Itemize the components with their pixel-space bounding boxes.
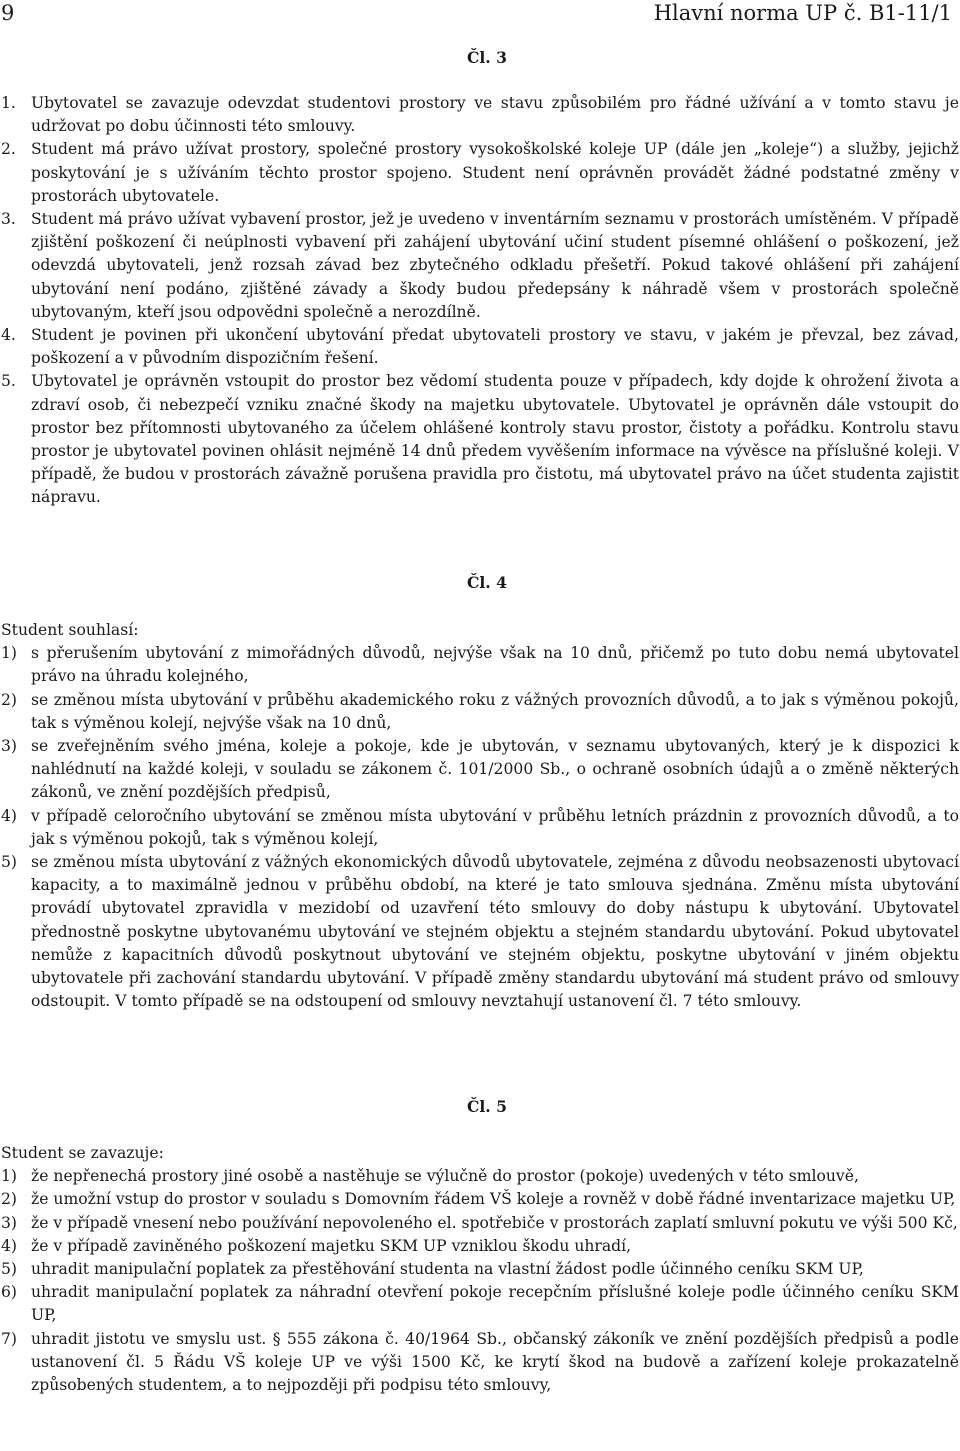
article-4-item-3: [1, 735, 959, 805]
article-5-item-1: [1, 1165, 959, 1188]
article-3-body: [1, 92, 959, 510]
item-text: Student má právo užívat vybavení prostor, jež je uvedeno v inventárním seznamu v prostorách umístěném. V případě zjištění poškození či neúplnosti vybavení při zahájení ubytování učiní student písemné ohlášení o poškození, jež odevzdá ubytovateli, jenž rozsah závad bez zbytečného odkladu přešetří. Pokud takové ohlášení při zahájení ubytování není podáno, zjištěné závady a škody budou předepsány k náhradě všem v prostorách společně ubytovaným, kteří jsou odpovědni společně a nerozdílně.: [31, 210, 959, 321]
article-3-item-5: [1, 370, 959, 509]
page-header: [0, 0, 960, 26]
item-number: 5): [1, 853, 18, 872]
article-5-item-2: [1, 1188, 959, 1211]
item-text: se zveřejněním svého jména, koleje a pokoje, kde je ubytován, v seznamu ubytovaných, který je k dispozici k nahlédnutí na každé koleji, v souladu se zákonem č. 101/2000 Sb., o ochraně osobních údajů a o změně některých zákonů, ve znění pozdějších předpisů,: [31, 737, 959, 802]
article-5-item-3: [1, 1212, 959, 1235]
item-text: se změnou místa ubytování z vážných ekonomických důvodů ubytovatele, zejména z důvodu neobsazenosti ubytovací kapacity, a to maximálně jednou v průběhu období, na které je tato smlouva sjednána. Změnu místa ubytování provádí ubytovatel zpravidla v mezidobí od uzavření této smlouvy do doby nástupu k ubytování. Ubytovatel přednostně poskytne ubytovanému ubytování ve stejném objektu a stejném standardu ubytování. Pokud ubytovatel nemůže z kapacitních důvodů poskytnout ubytování ve stejném objektu, poskytne ubytování v jiném objektu ubytovatele při zachování standardu ubytování. V případě změny standardu ubytování má student právo od smlouvy odstoupit. V tomto případě se na odstoupení od smlouvy nevztahují ustanovení čl. 7 této smlouvy.: [31, 853, 959, 1011]
item-text: uhradit manipulační poplatek za náhradní otevření pokoje recepčním příslušné koleje podle účinného ceníku SKM UP,: [31, 1283, 959, 1325]
article-4-item-4: [1, 805, 959, 851]
item-text: se změnou místa ubytování v průběhu akademického roku z vážných provozních důvodů, a to jak s výměnou pokojů, tak s výměnou kolejí, nejvýše však na 10 dnů,: [31, 690, 959, 732]
item-text: uhradit manipulační poplatek za přestěhování studenta na vlastní žádost podle účinného ceníku SKM UP,: [31, 1260, 864, 1279]
article-5-item-7: [1, 1328, 959, 1398]
article-4-item-2: [1, 689, 959, 735]
item-number: 2.: [1, 140, 16, 159]
item-number: 4.: [1, 326, 16, 345]
item-number: 3.: [1, 210, 16, 229]
item-number: 6): [1, 1283, 18, 1302]
item-number: 1): [1, 644, 18, 663]
item-number: 5): [1, 1260, 18, 1279]
article-5-body: [1, 1142, 959, 1397]
article-3-heading-wrap: [0, 46, 960, 69]
article-5-heading-wrap: [0, 1095, 960, 1118]
article-4-body: [1, 619, 959, 1013]
item-text: že umožní vstup do prostor v souladu s Domovním řádem VŠ koleje a rovněž v době řádné inventarizace majetku UP,: [31, 1190, 956, 1209]
article-3-item-3: [1, 208, 959, 324]
item-number: 4): [1, 1236, 18, 1255]
item-text: v případě celoročního ubytování se změnou místa ubytování v průběhu letních prázdnin z provozních důvodů, a to jak s výměnou pokojů, tak s výměnou kolejí,: [31, 806, 959, 848]
item-number: 2): [1, 690, 18, 709]
article-4-heading-wrap: [0, 571, 960, 594]
item-text: Student je povinen při ukončení ubytování předat ubytovateli prostory ve stavu, v jakém je převzal, bez závad, poškození a v původním dispozičním řešení.: [31, 326, 959, 368]
item-text: s přerušením ubytování z mimořádných důvodů, nejvýše však na 10 dnů, přičemž po tuto dobu nemá ubytovatel právo na úhradu kolejného,: [31, 644, 959, 686]
article-3-item-1: [1, 92, 959, 138]
item-number: 5.: [1, 372, 16, 391]
article-5-item-5: [1, 1258, 959, 1281]
item-text: že v případě vnesení nebo používání nepovoleného el. spotřebiče v prostorách zaplatí smluvní pokutu ve výši 500 Kč,: [31, 1213, 958, 1232]
article-5-heading: Čl. 5: [466, 1097, 508, 1116]
item-text: Student má právo užívat prostory, společné prostory vysokoškolské koleje UP (dále jen „koleje“) a služby, jejichž poskytování je s užíváním těchto prostor spojeno. Student není oprávněn provádět žádné podstatné změny v prostorách ubytovatele.: [31, 140, 959, 205]
item-text: Ubytovatel se zavazuje odevzdat studentovi prostory ve stavu způsobilém pro řádné užívání a v tomto stavu je udržovat po dobu účinnosti této smlouvy.: [31, 94, 959, 136]
article-3-heading: Čl. 3: [466, 48, 508, 67]
item-text: že v případě zaviněného poškození majetku SKM UP vzniklou škodu uhradí,: [31, 1236, 632, 1255]
item-text: uhradit jistotu ve smyslu ust. § 555 zákona č. 40/1964 Sb., občanský zákoník ve znění pozdějších předpisů a podle ustanovení čl. 5 Řádu VŠ koleje UP ve výši 1500 Kč, ke krytí škod na budově a zařízení koleje prokazatelně způsobených studentem, a to nejpozději při podpisu této smlouvy,: [31, 1329, 959, 1395]
document-title: Hlavní norma UP č. B1-11/1: [653, 1, 952, 25]
article-5-intro: Student se zavazuje:: [1, 1144, 164, 1162]
item-number: 3): [1, 1213, 18, 1232]
article-5-item-6: [1, 1281, 959, 1327]
item-number: 1): [1, 1167, 18, 1186]
item-number: 7): [1, 1329, 18, 1348]
article-3-item-2: [1, 138, 959, 208]
item-number: 3): [1, 737, 18, 756]
item-text: že nepřenechá prostory jiné osobě a nastěhuje se výlučně do prostor (pokoje) uvedených v této smlouvě,: [31, 1167, 859, 1186]
article-3-item-4: [1, 324, 959, 370]
article-4-item-5: [1, 851, 959, 1013]
article-4-item-1: [1, 642, 959, 688]
article-5-item-4: [1, 1235, 959, 1258]
page-number: 9: [1, 1, 15, 25]
article-4-heading: Čl. 4: [466, 573, 508, 592]
item-number: 4): [1, 806, 18, 825]
item-text: Ubytovatel je oprávněn vstoupit do prostor bez vědomí studenta pouze v případech, kdy dojde k ohrožení života a zdraví osob, či nebezpečí vzniku značné škody na majetku ubytovatele. Ubytovatel je oprávněn dále vstoupit do prostor bez přítomnosti ubytovaného za účelem ohlášené kontroly stavu prostor, čistoty a pořádku. Kontrolu stavu prostor je ubytovatel povinen ohlásit nejméně 14 dnů předem vyvěšením informace na vývěsce na příslušné koleji. V případě, že budou v prostorách závažně porušena pravidla pro čistotu, má ubytovatel právo na účet studenta zajistit nápravu.: [31, 372, 959, 507]
item-number: 2): [1, 1190, 18, 1209]
item-number: 1.: [1, 94, 16, 112]
article-4-intro: Student souhlasí:: [1, 621, 139, 639]
